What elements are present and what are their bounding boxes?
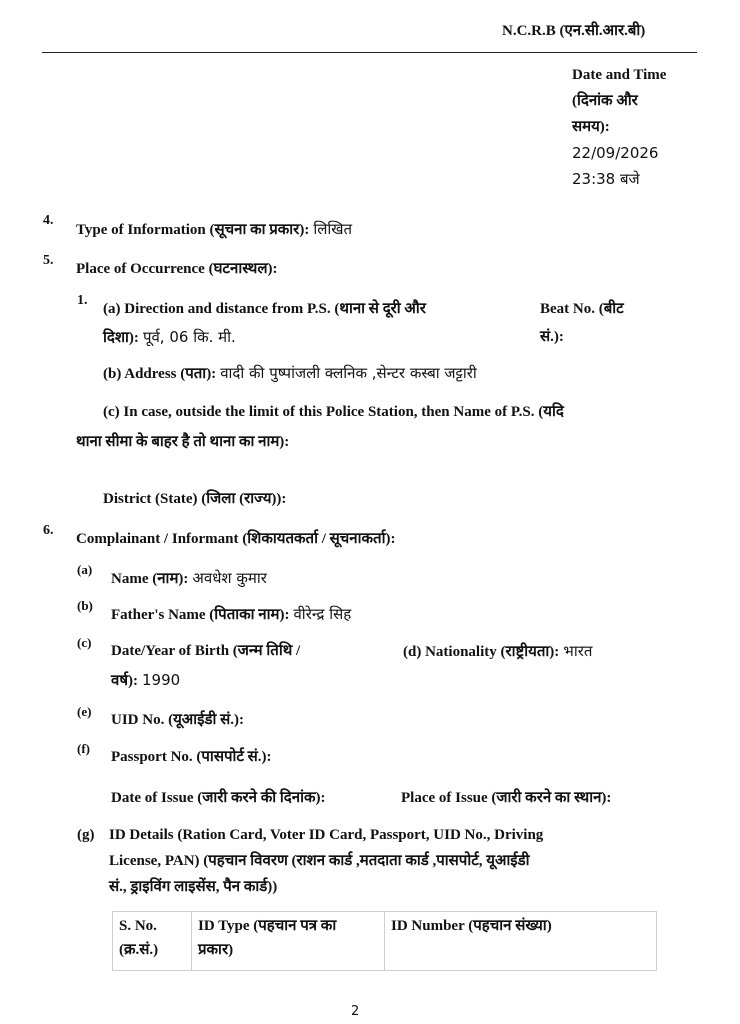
datetime-date: 22/09/2026 xyxy=(572,144,659,162)
id-details-table xyxy=(112,911,657,971)
outside-limit-label-line-2: थाना सीमा के बाहर है तो थाना का नाम): xyxy=(76,434,290,450)
dob-label-line-1: Date/Year of Birth (जन्म तिथि / xyxy=(111,643,301,659)
section-4-row xyxy=(76,216,352,243)
agency-header: N.C.R.B (एन.सी.आर.बी) xyxy=(502,23,646,39)
page-number: 2 xyxy=(351,1004,360,1019)
datetime-block xyxy=(572,62,666,192)
dob-value: 1990 xyxy=(142,671,181,689)
table-header-row xyxy=(113,912,657,971)
sno-header-line-1: S. No. xyxy=(119,918,157,934)
information-type-label: Type of Information (सूचना का प्रकार): xyxy=(76,222,310,238)
name-value: अवधेश कुमार xyxy=(192,569,267,587)
id-details-label-line-3: सं., ड्राइविंग लाइसेंस, पैन कार्ड)) xyxy=(109,879,278,895)
table-header-id-number xyxy=(385,912,657,971)
id-number-header: ID Number (पहचान संख्या) xyxy=(391,918,552,934)
direction-value: पूर्व, 06 कि. मी. xyxy=(142,328,236,346)
datetime-label-line-2: (दिनांक और xyxy=(572,93,638,109)
beat-label-line-1: Beat No. (बीट xyxy=(540,301,624,317)
section-4-number: 4. xyxy=(43,213,54,228)
id-details-label-line-2: License, PAN) (पहचान विवरण (राशन कार्ड ,मतदाता कार्ड ,पासपोर्ट, यूआईडी xyxy=(109,853,530,869)
datetime-label-line-3: समय): xyxy=(572,119,610,135)
section-6-number: 6. xyxy=(43,523,54,538)
issue-date-label: Date of Issue (जारी करने की दिनांक): xyxy=(111,790,326,806)
place-of-occurrence-label: Place of Occurrence (घटनास्थल): xyxy=(76,261,278,277)
passport-letter: (f) xyxy=(77,741,90,756)
dob-letter: (c) xyxy=(77,635,92,650)
father-name-value: वीरेन्द्र सिह xyxy=(293,605,352,623)
address-row xyxy=(103,360,477,387)
section-5-number: 5. xyxy=(43,253,54,268)
direction-label-line-1: (a) Direction and distance from P.S. (थाना से दूरी और xyxy=(103,301,426,317)
header-divider xyxy=(42,52,697,53)
nationality-value: भारत xyxy=(563,642,593,660)
table-header-sno xyxy=(113,912,192,971)
address-label: (b) Address (पता): xyxy=(103,366,217,382)
id-details-letter: (g) xyxy=(77,827,95,843)
nationality-label: (d) Nationality (राष्ट्रीयता): xyxy=(403,644,560,660)
issue-place-label: Place of Issue (जारी करने का स्थान): xyxy=(401,790,612,806)
id-details-label-line-1: ID Details (Ration Card, Voter ID Card, Passport, UID No., Driving xyxy=(109,827,544,843)
name-label: Name (नाम): xyxy=(111,571,189,587)
district-state-label: District (State) (जिला (राज्य)): xyxy=(103,491,287,507)
datetime-label-line-1: Date and Time xyxy=(572,67,667,83)
direction-label-line-2: दिशा): xyxy=(103,330,139,346)
sno-header-line-2: (क्र.सं.) xyxy=(119,942,159,958)
beat-label-line-2: सं.): xyxy=(540,329,564,345)
name-row xyxy=(111,565,267,592)
nationality-row xyxy=(403,638,592,665)
id-type-header-line-2: प्रकार) xyxy=(198,942,234,958)
father-name-label: Father's Name (पिताका नाम): xyxy=(111,607,290,623)
name-letter: (a) xyxy=(77,562,93,577)
father-name-letter: (b) xyxy=(77,598,93,613)
outside-limit-label-line-1: (c) In case, outside the limit of this Police Station, then Name of P.S. (यदि xyxy=(103,404,564,420)
id-type-header-line-1: ID Type (पहचान पत्र का xyxy=(198,918,337,934)
dob-row xyxy=(111,667,180,694)
uid-label: UID No. (यूआईडी सं.): xyxy=(111,712,245,728)
datetime-time: 23:38 बजे xyxy=(572,170,640,188)
complainant-label: Complainant / Informant (शिकायतकर्ता / सूचनाकर्ता): xyxy=(76,531,396,547)
passport-label: Passport No. (पासपोर्ट सं.): xyxy=(111,749,272,765)
direction-row xyxy=(103,324,236,351)
place-item-number: 1. xyxy=(77,293,88,308)
information-type-value: लिखित xyxy=(313,220,353,238)
address-value: वादी की पुष्पांजली क्लनिक ,सेन्टर कस्बा जट्टारी xyxy=(220,364,477,382)
uid-letter: (e) xyxy=(77,704,92,719)
father-name-row xyxy=(111,601,351,628)
table-header-id-type xyxy=(192,912,385,971)
dob-label-line-2: वर्ष): xyxy=(111,673,139,689)
